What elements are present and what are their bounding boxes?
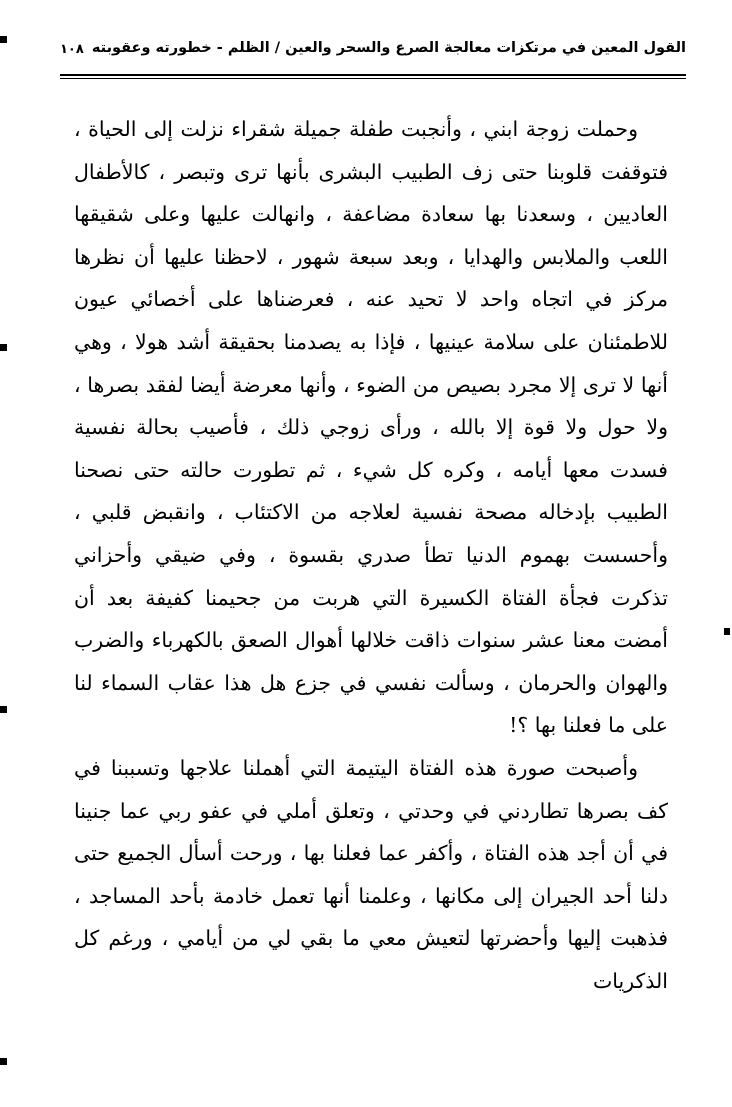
paragraph-1: وحملت زوجة ابني ، وأنجبت طفلة جميلة شقراء نزلت إلى الحياة ، فتوقفت قلوبنا حتى زف الطبيب البشرى بأنها ترى وتبصر ، كالأطفال العاديين ، وسعدنا بها سعادة مضاعفة ، وانهالت عليها وعلى شقيقها اللعب والملابس والهدايا ، وبعد سبعة شهور ، لاحظنا عليها أن نظرها مركز في اتجاه واحد لا تحيد عنه ، فعرضناها على أخصائي عيون للاطمئنان على سلامة عينيها ، فإذا به يصدمنا بحقيقة أشد هولا ، وهي أنها لا ترى إلا مجرد بصيص من الضوء ، وأنها معرضة أيضا لفقد بصرها ، ولا حول ولا قوة إلا بالله ، ورأى زوجي ذلك ، فأصيب بحالة نفسية فسدت معها أيامه ، وكره كل شيء ، ثم تطورت حالته حتى نصحنا الطبيب بإدخاله مصحة نفسية لعلاجه من الاكتئاب ، وانقبض قلبي ، وأحسست بهموم الدنيا تطأ صدري بقسوة ، وفي ضيقي وأحزاني تذكرت فجأة الفتاة الكسيرة التي هربت من جحيمنا كفيفة بعد أن أمضت معنا عشر سنوات ذاقت خلالها أهوال الصعق بالكهرباء والضرب والهوان والحرمان ، وسألت نفسي في جزع هل هذا عقاب السماء لنا على ما فعلنا بها ؟! xyxy=(74,117,668,738)
scan-margin-mark xyxy=(0,36,7,43)
body-text xyxy=(74,108,668,1002)
scan-margin-mark xyxy=(724,628,730,635)
scan-margin-mark xyxy=(0,706,7,713)
header-divider xyxy=(60,74,686,79)
scan-margin-mark xyxy=(0,1058,7,1065)
page-number: ١٠٨ xyxy=(60,42,84,57)
paragraph-2: وأصبحت صورة هذه الفتاة اليتيمة التي أهملنا علاجها وتسببنا في كف بصرها تطاردني في وحدتي ، وتعلق أملي في عفو ربي عما جنينا في أن أجد هذه الفتاة ، وأكفر عما فعلنا بها ، ورحت أسأل الجميع حتى دلنا أحد الجيران إلى مكانها ، وعلمنا أنها تعمل خادمة بأحد المساجد ، فذهبت إليها وأحضرتها لتعيش معي ما بقي لي من أيامي ، ورغم كل الذكريات xyxy=(74,755,668,993)
running-header xyxy=(60,34,686,74)
header-title: القول المعين في مرتكزات معالجة الصرع والسحر والعين / الظلم - خطورته وعقوبته xyxy=(91,40,686,56)
scan-margin-mark xyxy=(0,344,7,351)
